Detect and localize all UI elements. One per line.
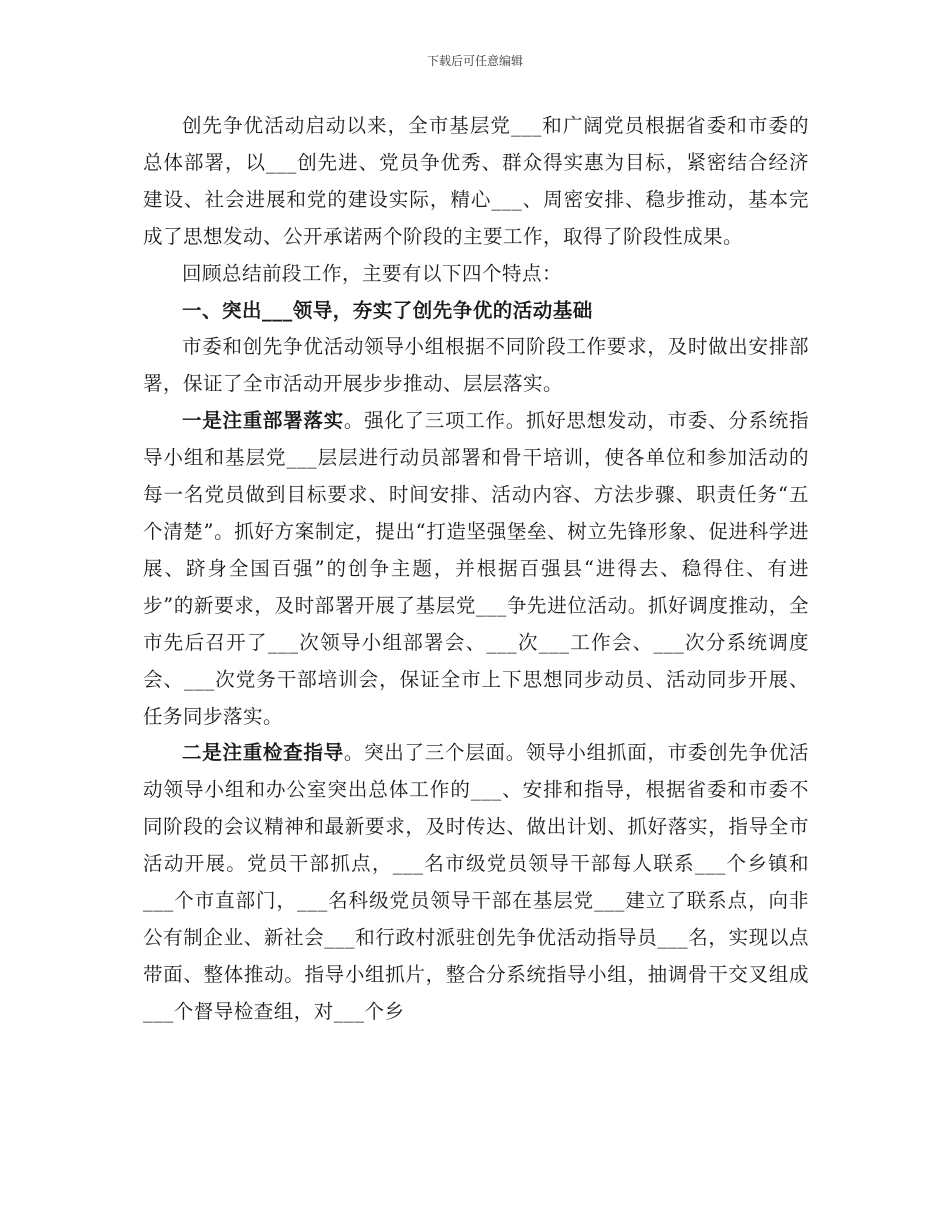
paragraph-point-two — [143, 735, 809, 1030]
paragraph-text: 回顾总结前段工作，主要有以下四个特点： — [182, 261, 563, 285]
paragraph-point-one — [143, 403, 809, 735]
point-lead: 一是注重部署落实 — [182, 409, 344, 433]
section-heading-text: 一、突出___领导，夯实了创先争优的活动基础 — [182, 298, 593, 322]
page-header: 下载后可任意编辑 — [426, 54, 523, 68]
section-heading — [143, 293, 809, 330]
paragraph-intro — [143, 108, 809, 256]
paragraph-summary — [143, 256, 809, 293]
paragraph-section-intro — [143, 329, 809, 403]
paragraph-text: 创先争优活动启动以来，全市基层党___和广阔党员根据省委和市委的总体部署，以___创先进、党员争优秀、群众得实惠为目标，紧密结合经济建设、社会进展和党的建设实际，精心___、周密安排、稳步推动，基本完成了思想发动、公开承诺两个阶段的主要工作，取得了阶段性成果。 — [143, 114, 809, 248]
paragraph-text: 。突出了三个层面。领导小组抓面，市委创先争优活动领导小组和办公室突出总体工作的___、安排和指导，根据省委和市委不同阶段的会议精神和最新要求，及时传达、做出计划、抓好落实，指导全市活动开展。党员干部抓点，___名市级党员领导干部每人联系___个乡镇和___个市直部门，___名科级党员领导干部在基层党___建立了联系点，向非公有制企业、新社会___和行政村派驻创先争优活动指导员___名，实现以点带面、整体推动。指导小组抓片，整合分系统指导小组，抽调骨干交叉组成___个督导检查组，对___个乡 — [143, 741, 809, 1023]
paragraph-text: 市委和创先争优活动领导小组根据不同阶段工作要求，及时做出安排部署，保证了全市活动开展步步推动、层层落实。 — [143, 335, 809, 396]
document-body — [143, 108, 809, 1031]
point-lead: 二是注重检查指导 — [182, 741, 344, 765]
paragraph-text: 。强化了三项工作。抓好思想发动，市委、分系统指导小组和基层党___层层进行动员部署和骨干培训，使各单位和参加活动的每一名党员做到目标要求、时间安排、活动内容、方法步骤、职责任务“五个清楚”。抓好方案制定，提出“打造坚强堡垒、树立先锋形象、促进科学进展、跻身全国百强”的创争主题，并根据百强县“进得去、稳得住、有进步”的新要求，及时部署开展了基层党___争先进位活动。抓好调度推动，全市先后召开了___次领导小组部署会、___次___工作会、___次分系统调度会、___次党务干部培训会，保证全市上下思想同步动员、活动同步开展、任务同步落实。 — [143, 409, 809, 728]
